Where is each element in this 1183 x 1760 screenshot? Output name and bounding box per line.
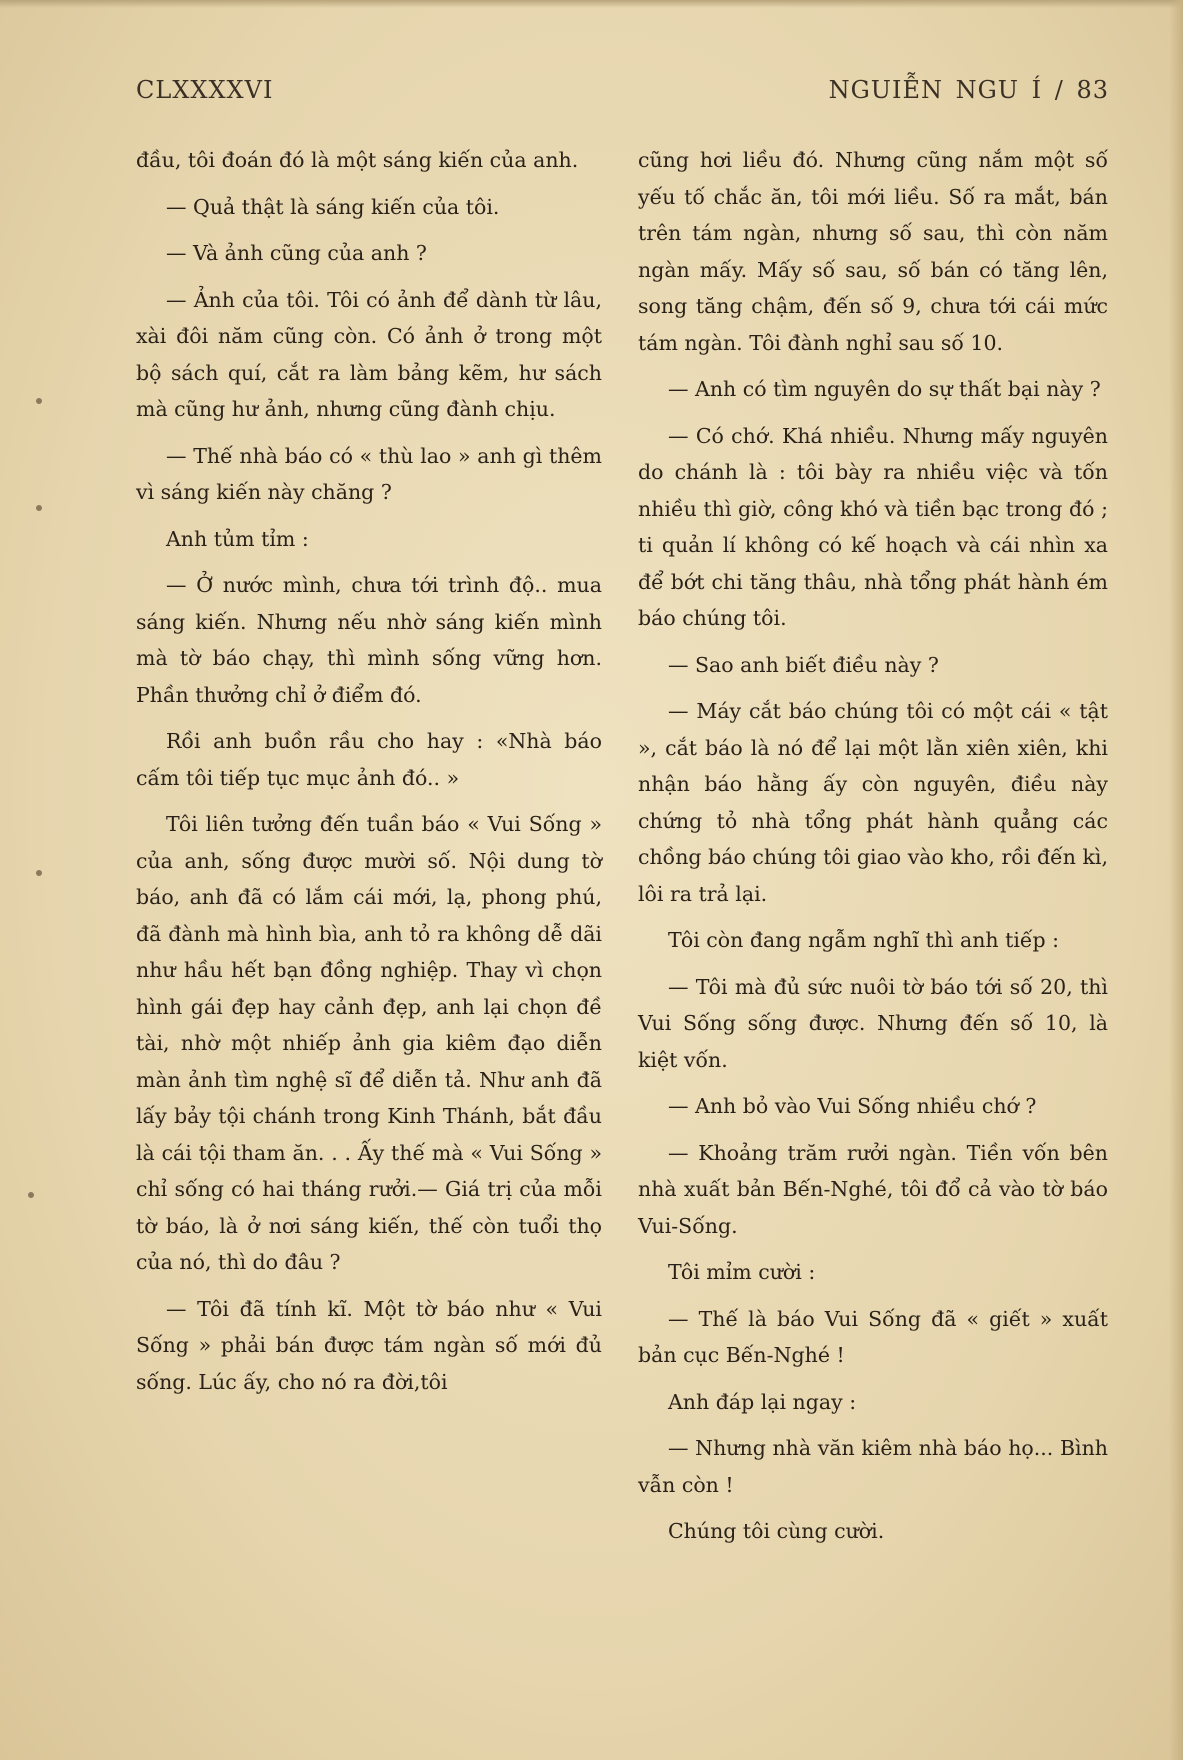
header-section-number: CLXXXXVI xyxy=(136,76,274,104)
header-author-page: NGUIỄN NGU Í / 83 xyxy=(828,76,1109,104)
paragraph: — Có chớ. Khá nhiều. Nhưng mấy nguyên do chánh là : tôi bày ra nhiều việc và tốn nhiều thì giờ, công khó và tiền bạc trong đó ; ti quản lí không có kế hoạch và cái nhìn xa để bớt chi tăng thâu, nhà tổng phát hành ém báo chúng tôi. xyxy=(638,423,1108,630)
paragraph: — Anh có tìm nguyên do sự thất bại này ? xyxy=(668,377,1101,401)
paragraph: — Và ảnh cũng của anh ? xyxy=(166,241,427,265)
paragraph: — Ở nước mình, chưa tới trình độ.. mua sáng kiến. Nhưng nếu nhờ sáng kiến mình mà tờ báo chạy, thì mình sống vững hơn. Phần thưởng chỉ ở điểm đó. xyxy=(136,573,602,707)
paragraph: — Khoảng trăm rưởi ngàn. Tiền vốn bên nhà xuất bản Bến-Nghé, tôi đổ cả vào tờ báo Vui-Sống. xyxy=(638,1140,1108,1238)
paragraph: cũng hơi liều đó. Nhưng cũng nắm một số yếu tố chắc ăn, tôi mới liều. Số ra mắt, bán trên tám ngàn, nhưng số sau, thì còn năm ngàn mấy. Mấy số sau, số bán có tăng lên, song tăng chậm, đến số 9, chưa tới cái mức tám ngàn. Tôi đành nghỉ sau số 10. xyxy=(638,148,1108,355)
page-right-edge xyxy=(1169,0,1183,1760)
margin-speck xyxy=(36,505,42,511)
paragraph: Anh tủm tỉm : xyxy=(166,526,309,551)
paragraph: — Thế nhà báo có « thù lao » anh gì thêm vì sáng kiến này chăng ? xyxy=(136,443,602,504)
paragraph: Anh đáp lại ngay : xyxy=(668,1389,857,1414)
paragraph: Tôi liên tưởng đến tuần báo « Vui Sống » của anh, sống được mười số. Nội dung tờ báo, anh đã có lắm cái mới, lạ, phong phú, đã đành mà hình bìa, anh tỏ ra không dễ dãi như hầu hết bạn đồng nghiệp. Thay vì chọn hình gái đẹp hay cảnh đẹp, anh lại chọn đề tài, nhờ một nhiếp ảnh gia kiêm đạo diễn màn ảnh tìm nghệ sĩ để diễn tả. Như anh đã lấy bảy tội chánh trong Kinh Thánh, bắt đầu là cái tội tham ăn. . . Ấy thế mà « Vui Sống » chỉ sống có hai tháng rưởi.— Giá trị của mỗi tờ báo, là ở nơi sáng kiến, thế còn tuổi thọ của nó, thì do đâu ? xyxy=(136,812,602,1274)
margin-speck xyxy=(28,1192,34,1198)
paragraph: đầu, tôi đoán đó là một sáng kiến của anh. xyxy=(136,148,579,172)
paragraph: Rồi anh buồn rầu cho hay : «Nhà báo cấm tôi tiếp tục mục ảnh đó.. » xyxy=(136,729,602,790)
page-header xyxy=(136,76,1109,112)
paragraph: — Anh bỏ vào Vui Sống nhiều chớ ? xyxy=(668,1094,1037,1118)
paragraph: Chúng tôi cùng cười. xyxy=(668,1519,885,1543)
paragraph: Tôi còn đang ngẫm nghĩ thì anh tiếp : xyxy=(668,928,1060,952)
margin-speck xyxy=(36,398,42,404)
paragraph: — Quả thật là sáng kiến của tôi. xyxy=(166,194,500,219)
paragraph: — Máy cắt báo chúng tôi có một cái « tật », cắt báo là nó để lại một lằn xiên xiên, khi nhận báo hằng ấy còn nguyên, điều này chứng tỏ nhà tổng phát hành quẳng các chồng báo chúng tôi giao vào kho, rồi đến kì, lôi ra trả lại. xyxy=(638,699,1108,906)
paragraph: — Sao anh biết điều này ? xyxy=(668,652,939,677)
left-text-column xyxy=(136,142,602,1410)
paragraph: Tôi mỉm cười : xyxy=(668,1260,816,1284)
paragraph: — Tôi mà đủ sức nuôi tờ báo tới số 20, thì Vui Sống sống được. Nhưng đến số 10, là kiệt vốn. xyxy=(638,974,1108,1072)
paragraph: — Nhưng nhà văn kiêm nhà báo họ... Bình vẫn còn ! xyxy=(638,1436,1108,1497)
paragraph: — Ảnh của tôi. Tôi có ảnh để dành từ lâu, xài đôi năm cũng còn. Có ảnh ở trong một bộ sách quí, cắt ra làm bảng kẽm, hư sách mà cũng hư ảnh, nhưng cũng đành chịu. xyxy=(136,287,602,421)
right-text-column xyxy=(638,142,1108,1560)
margin-speck xyxy=(36,870,42,876)
paragraph: — Thế là báo Vui Sống đã « giết » xuất bản cục Bến-Nghé ! xyxy=(638,1306,1108,1367)
page-top-edge xyxy=(0,0,1183,8)
paragraph: — Tôi đã tính kĩ. Một tờ báo như « Vui Sống » phải bán được tám ngàn số mới đủ sống. Lúc ấy, cho nó ra đời,tôi xyxy=(136,1296,602,1394)
